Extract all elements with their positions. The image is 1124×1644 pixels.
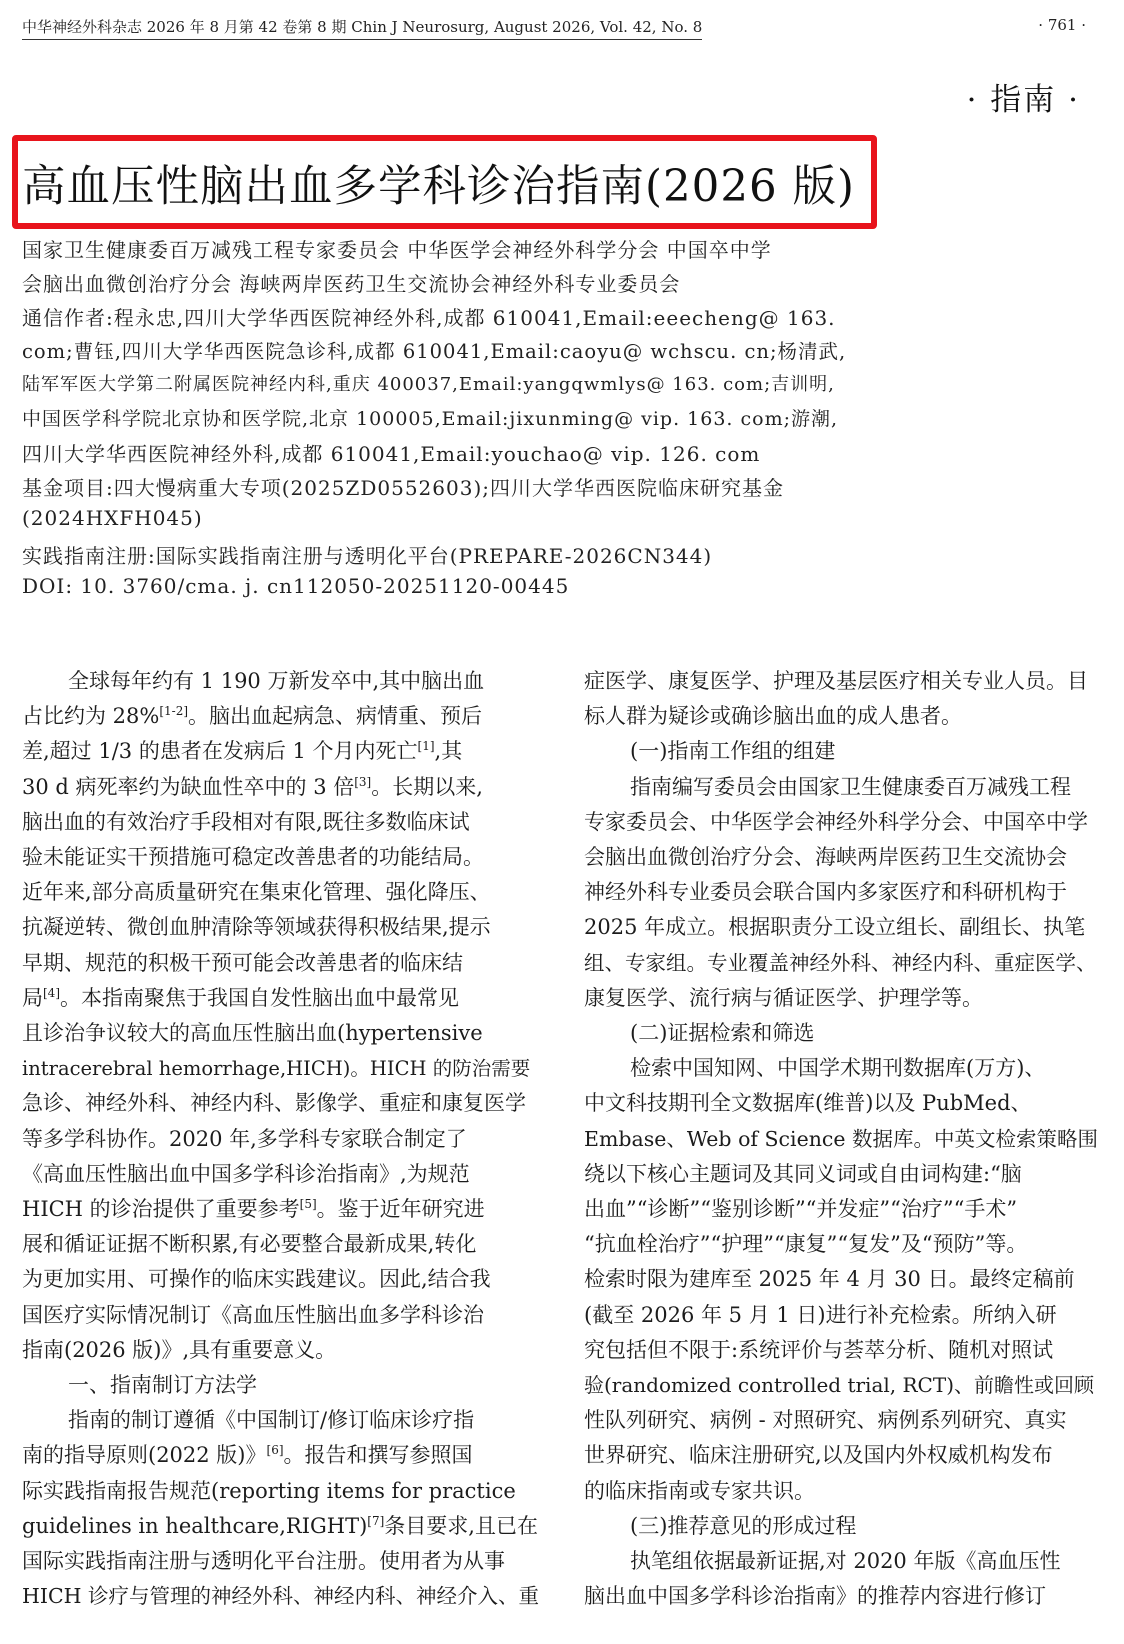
body-text-line: 为更加实用、可操作的临床实践建议。因此,结合我 [22, 1267, 491, 1292]
body-column-right [584, 664, 1104, 1614]
body-text-line: HICH 的诊治提供了重要参考[5]。鉴于近年研究进 [22, 1197, 485, 1222]
body-text-line: 执笔组依据最新证据,对 2020 年版《高血压性 [630, 1549, 1061, 1574]
registration-line: 实践指南注册:国际实践指南注册与透明化平台(PREPARE-2026CN344) [22, 544, 713, 568]
correspondence-line: 中国医学科学院北京协和医学院,北京 100005,Email:jixunming@ vip. 163. com;游潮, [22, 408, 839, 430]
citation-marker: [6] [266, 1443, 284, 1458]
body-text-line: 验未能证实干预措施可稳定改善患者的功能结局。 [22, 845, 484, 870]
correspondence-line: com;曹钰,四川大学华西医院急诊科,成都 610041,Email:caoyu@ wchscu. cn;杨清武, [22, 340, 847, 363]
body-text-line: 的临床指南或专家共识。 [584, 1478, 815, 1503]
author-group-line: 国家卫生健康委百万减残工程专家委员会 中华医学会神经外科学分会 中国卒中学 [22, 238, 772, 262]
body-text-line: 2025 年成立。根据职责分工设立组长、副组长、执笔 [584, 915, 1086, 940]
body-text-line: HICH 诊疗与管理的神经外科、神经内科、神经介入、重 [22, 1584, 540, 1609]
running-header: 中华神经外科杂志 2026 年 8 月第 42 卷第 8 期 Chin J Neurosurg, August 2026, Vol. 42, No. 8 [22, 16, 702, 40]
body-text-line: 检索中国知网、中国学术期刊数据库(万方)、 [630, 1056, 1046, 1081]
body-text-line: (二)证据检索和筛选 [630, 1021, 815, 1046]
body-text-line: 验(randomized controlled trial, RCT)、前瞻性或回顾 [584, 1373, 1094, 1398]
body-text-line: 专家委员会、中华医学会神经外科学分会、中国卒中学 [584, 809, 1088, 834]
funding-line: 基金项目:四大慢病重大专项(2025ZD0552603);四川大学华西医院临床研究基金 [22, 476, 784, 500]
body-text-line: 局[4]。本指南聚焦于我国自发性脑出血中最常见 [22, 985, 459, 1010]
section-tag: · 指南 · [966, 82, 1080, 118]
body-text-line: intracerebral hemorrhage,HICH)。HICH 的防治需要 [22, 1057, 531, 1081]
body-text-line: 指南(2026 版)》,具有重要意义。 [22, 1337, 337, 1362]
body-text-line: 急诊、神经外科、神经内科、影像学、重症和康复医学 [22, 1091, 526, 1116]
body-text-line: 性队列研究、病例 - 对照研究、病例系列研究、真实 [584, 1408, 1067, 1433]
body-text-line: “抗血栓治疗”“护理”“康复”“复发”及“预防”等。 [584, 1232, 1028, 1257]
body-text-line: 出血”“诊断”“鉴别诊断”“并发症”“治疗”“手术” [584, 1197, 1018, 1222]
citation-marker: [4] [43, 985, 60, 1000]
funding-line: (2024HXFH045) [22, 506, 203, 530]
body-text-line: 症医学、康复医学、护理及基层医疗相关专业人员。目 [584, 669, 1088, 693]
body-text-line: 国医疗实际情况制订《高血压性脑出血多学科诊治 [22, 1302, 484, 1327]
body-text-line: (一)指南工作组的组建 [630, 739, 836, 764]
article-title: 高血压性脑出血多学科诊治指南(2026 版) [22, 162, 855, 212]
body-text-line: 早期、规范的积极干预可能会改善患者的临床结 [22, 950, 463, 975]
body-text-line: 占比约为 28%[1-2]。脑出血起病急、病情重、预后 [22, 704, 483, 729]
body-text-line: (截至 2026 年 5 月 1 日)进行补充检索。所纳入研 [584, 1302, 1057, 1327]
body-text-line: 世界研究、临床注册研究,以及国内外权威机构发布 [584, 1443, 1053, 1468]
correspondence-line: 陆军军医大学第二附属医院神经内科,重庆 400037,Email:yangqwmlys@ 163. com;吉训明, [22, 374, 835, 395]
correspondence-line: 四川大学华西医院神经外科,成都 610041,Email:youchao@ vip. 126. com [22, 442, 761, 466]
body-text-line: 康复医学、流行病与循证医学、护理学等。 [584, 985, 983, 1010]
body-text-line: 全球每年约有 1 190 万新发卒中,其中脑出血 [68, 669, 485, 693]
body-text-line: 等多学科协作。2020 年,多学科专家联合制定了 [22, 1126, 467, 1151]
citation-marker: [7] [367, 1513, 385, 1528]
body-text-line: 《高血压性脑出血中国多学科诊治指南》,为规范 [22, 1161, 470, 1186]
citation-marker: [1-2] [159, 704, 189, 719]
body-text-line: 脑出血中国多学科诊治指南》的推荐内容进行修订 [584, 1584, 1046, 1609]
body-text-line: 组、专家组。专业覆盖神经外科、神经内科、重症医学、 [584, 950, 1097, 975]
citation-marker: [1] [417, 739, 435, 754]
body-text-line: 且诊治争议较大的高血压性脑出血(hypertensive [22, 1021, 483, 1046]
citation-marker: [5] [299, 1197, 317, 1212]
body-column-left [22, 664, 542, 1614]
body-text-line: (三)推荐意见的形成过程 [630, 1513, 857, 1538]
body-text-line: 国际实践指南注册与透明化平台注册。使用者为从事 [22, 1549, 505, 1574]
body-text-line: 一、指南制订方法学 [68, 1373, 257, 1398]
body-text-line: 际实践指南报告规范(reporting items for practice [22, 1478, 516, 1503]
body-text-line: 检索时限为建库至 2025 年 4 月 30 日。最终定稿前 [584, 1267, 1075, 1292]
body-text-line: 差,超过 1/3 的患者在发病后 1 个月内死亡[1],其 [22, 739, 463, 764]
correspondence-line: 通信作者:程永忠,四川大学华西医院神经外科,成都 610041,Email:eeecheng@ 163. [22, 306, 836, 330]
body-text-line: 指南编写委员会由国家卫生健康委百万减残工程 [630, 774, 1071, 799]
citation-marker: [3] [354, 774, 372, 789]
body-text-line: 指南的制订遵循《中国制订/修订临床诊疗指 [68, 1408, 475, 1433]
body-text-line: 会脑出血微创治疗分会、海峡两岸医药卫生交流协会 [584, 845, 1067, 870]
body-text-line: Embase、Web of Science 数据库。中英文检索策略围 [584, 1126, 1099, 1151]
body-text-line: 近年来,部分高质量研究在集束化管理、强化降压、 [22, 880, 491, 905]
page-number: · 761 · [1038, 16, 1086, 34]
author-group-line: 会脑出血微创治疗分会 海峡两岸医药卫生交流协会神经外科专业委员会 [22, 272, 681, 296]
body-text-line: 脑出血的有效治疗手段相对有限,既往多数临床试 [22, 809, 470, 834]
body-text-line: 30 d 病死率约为缺血性卒中的 3 倍[3]。长期以来, [22, 774, 483, 799]
body-text-line: 抗凝逆转、微创血肿清除等领域获得积极结果,提示 [22, 915, 491, 940]
body-text-line: 标人群为疑诊或确诊脑出血的成人患者。 [584, 704, 962, 729]
body-text-line: 神经外科专业委员会联合国内多家医疗和科研机构于 [584, 880, 1067, 905]
body-text-line: guidelines in healthcare,RIGHT)[7]条目要求,且已在 [22, 1513, 538, 1538]
doi-line: DOI: 10. 3760/cma. j. cn112050-20251120-00445 [22, 574, 570, 598]
body-text-line: 展和循证证据不断积累,有必要整合最新成果,转化 [22, 1232, 477, 1257]
body-text-line: 南的指导原则(2022 版)》[6]。报告和撰写参照国 [22, 1443, 473, 1468]
body-text-line: 中文科技期刊全文数据库(维普)以及 PubMed、 [584, 1091, 1032, 1116]
body-text-line: 究包括但不限于:系统评价与荟萃分析、随机对照试 [584, 1337, 1054, 1362]
body-text-line: 绕以下核心主题词及其同义词或自由词构建:“脑 [584, 1161, 1022, 1186]
